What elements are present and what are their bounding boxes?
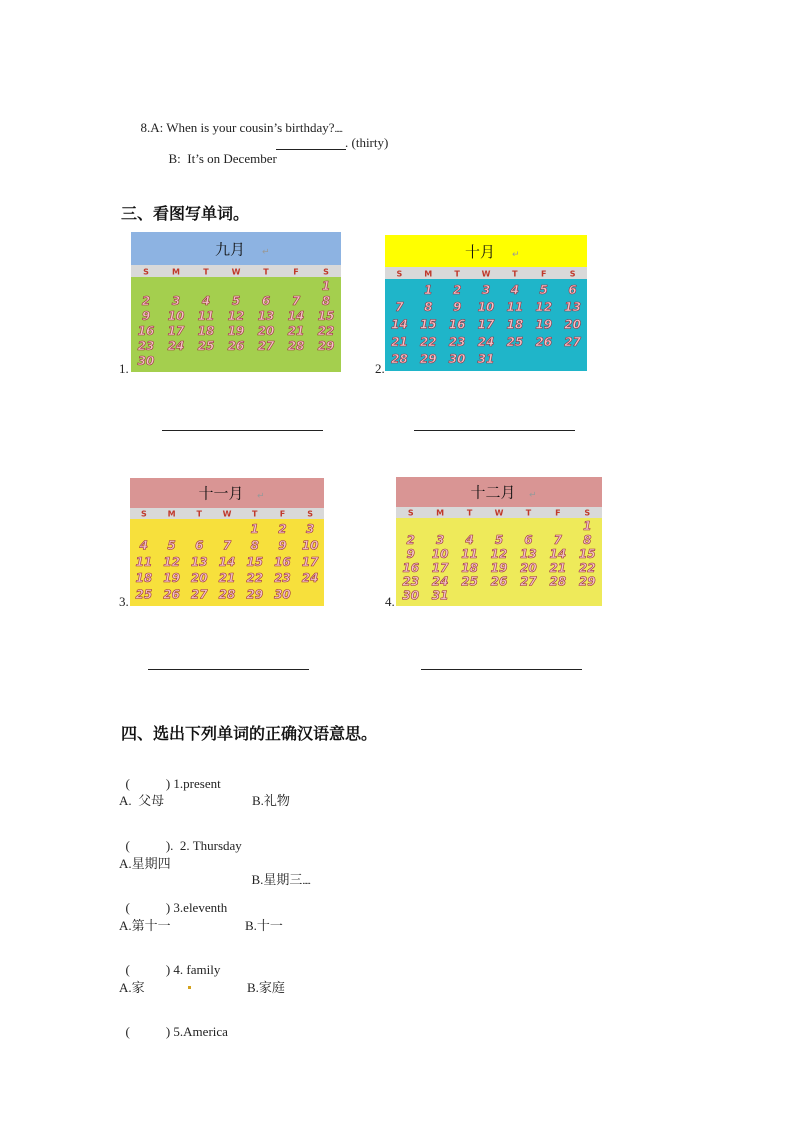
calendar-weekday-label: T bbox=[251, 509, 258, 519]
calendar-day-number: 30 bbox=[137, 354, 155, 369]
answer-paren: ( bbox=[125, 900, 130, 915]
calendar-weekday-label: T bbox=[196, 509, 203, 519]
calendar-day-number: 9 bbox=[452, 300, 462, 315]
question-2-option-b-line bbox=[245, 853, 310, 888]
calendar-day-number: 12 bbox=[227, 308, 245, 323]
question-4-stem: ) 4. family bbox=[165, 962, 221, 977]
calendar-day-number: 24 bbox=[477, 334, 495, 349]
calendar-day-number: 5 bbox=[231, 293, 241, 308]
calendar-weekday-label: W bbox=[231, 267, 241, 277]
calendar-day-number: 19 bbox=[163, 571, 180, 586]
calendar-day-number: 19 bbox=[227, 324, 245, 339]
calendar-day-number: 29 bbox=[246, 587, 264, 602]
calendar-day-number: 1 bbox=[424, 282, 433, 297]
calendar-2-number: 2. bbox=[375, 361, 385, 376]
calendar-day-number: 17 bbox=[167, 324, 185, 339]
section-4-title: 四、选出下列单词的正确汉语意思。 bbox=[121, 724, 378, 743]
calendar-day-number: 30 bbox=[448, 352, 466, 367]
calendar-day-number: 27 bbox=[564, 334, 581, 349]
calendar-day-number: 16 bbox=[137, 324, 155, 339]
paragraph-mark: ↵ bbox=[257, 491, 265, 502]
calendar-day-number: 25 bbox=[506, 334, 524, 349]
calendar-day-number: 6 bbox=[261, 293, 271, 308]
calendar-weekday-label: T bbox=[454, 269, 460, 279]
calendar-day-number: 23 bbox=[402, 574, 420, 589]
calendar-day-number: 9 bbox=[278, 538, 287, 553]
calendar-weekday-label: S bbox=[584, 508, 591, 518]
calendar-day-number: 21 bbox=[391, 334, 408, 349]
calendar-day-number: 18 bbox=[461, 560, 478, 575]
calendar-day-number: 25 bbox=[197, 339, 215, 354]
calendar-day-number: 27 bbox=[190, 587, 208, 602]
calendar-day-number: 18 bbox=[506, 317, 524, 332]
q8-answer-blank[interactable] bbox=[276, 149, 346, 150]
calendar-day-number: 9 bbox=[141, 308, 151, 323]
calendar-day-number: 14 bbox=[549, 546, 567, 561]
q8-question-line bbox=[134, 104, 342, 136]
calendar-weekday-label: T bbox=[512, 269, 518, 279]
calendar-weekday-label: F bbox=[279, 509, 286, 519]
question-2-option-b: B.星期三 bbox=[251, 872, 303, 887]
question-3-option-b: B.十一 bbox=[245, 918, 283, 933]
question-3-option-a: A.第十一 bbox=[119, 918, 171, 933]
calendar-october bbox=[385, 235, 587, 371]
calendar-weekday-label: F bbox=[540, 269, 547, 279]
calendar-month-label: 十一月 bbox=[198, 484, 244, 503]
question-4-line bbox=[119, 946, 220, 978]
calendar-day-number: 13 bbox=[257, 308, 275, 323]
calendar-day-number: 5 bbox=[539, 282, 548, 297]
calendar-september bbox=[131, 232, 341, 372]
calendar-day-number: 30 bbox=[274, 587, 291, 602]
calendar-day-number: 19 bbox=[490, 560, 508, 575]
calendar-weekday-label: S bbox=[140, 509, 147, 519]
calendar-day-number: 8 bbox=[424, 300, 433, 315]
calendar-day-number: 20 bbox=[520, 560, 537, 575]
calendar-day-number: 11 bbox=[197, 308, 215, 323]
calendar-weekday-label: S bbox=[143, 267, 149, 277]
calendar-day-number: 29 bbox=[578, 574, 596, 589]
calendar-day-number: 29 bbox=[317, 339, 335, 354]
calendar-day-number: 30 bbox=[402, 588, 420, 603]
calendar-day-number: 14 bbox=[391, 317, 408, 332]
calendar-day-number: 24 bbox=[301, 571, 319, 586]
calendar-weekday-label: S bbox=[323, 267, 329, 277]
dotted-mark: ..... bbox=[302, 876, 310, 887]
calendar-day-number: 14 bbox=[218, 554, 236, 569]
calendar-weekday-label: W bbox=[494, 508, 504, 518]
calendar-day-number: 22 bbox=[419, 334, 437, 349]
question-1-option-b: B.礼物 bbox=[252, 793, 290, 808]
calendar-day-number: 26 bbox=[227, 339, 245, 354]
calendar-day-number: 17 bbox=[431, 560, 449, 575]
answer-blank-2[interactable] bbox=[414, 430, 575, 431]
calendar-day-number: 13 bbox=[190, 554, 208, 569]
calendar-day-number: 2 bbox=[141, 293, 151, 308]
calendar-day-number: 25 bbox=[135, 587, 153, 602]
question-4-option-a: A.家 bbox=[119, 980, 145, 995]
section-3-title: 三、看图写单词。 bbox=[121, 204, 250, 223]
calendar-month-label: 九月 bbox=[214, 240, 246, 259]
calendar-day-number: 3 bbox=[435, 532, 445, 547]
calendar-day-number: 28 bbox=[391, 352, 408, 367]
calendar-day-number: 7 bbox=[291, 293, 301, 308]
calendar-weekday-label: W bbox=[481, 269, 491, 279]
calendar-weekday-label: M bbox=[436, 508, 445, 518]
calendar-day-number: 17 bbox=[477, 317, 495, 332]
calendar-day-number: 6 bbox=[524, 532, 533, 547]
calendar-day-number: 15 bbox=[246, 554, 264, 569]
calendar-weekday-label: M bbox=[424, 269, 433, 279]
calendar-3-number: 3. bbox=[119, 594, 129, 609]
calendar-day-number: 23 bbox=[274, 571, 291, 586]
calendar-day-number: 4 bbox=[510, 282, 520, 297]
calendar-day-number: 8 bbox=[321, 293, 331, 308]
calendar-weekday-label: T bbox=[203, 267, 209, 277]
calendar-day-number: 4 bbox=[465, 532, 474, 547]
calendar-day-number: 10 bbox=[431, 546, 449, 561]
calendar-day-number: 13 bbox=[564, 300, 581, 315]
calendar-day-number: 16 bbox=[274, 554, 291, 569]
question-2-line bbox=[119, 822, 242, 854]
calendar-weekday-label: T bbox=[263, 267, 269, 277]
calendar-day-number: 22 bbox=[317, 324, 335, 339]
calendar-day-number: 25 bbox=[461, 574, 478, 589]
answer-blank-4[interactable] bbox=[421, 669, 582, 670]
calendar-weekday-label: S bbox=[407, 508, 414, 518]
answer-blank-1[interactable] bbox=[162, 430, 323, 431]
calendar-day-number: 5 bbox=[167, 538, 176, 553]
calendar-day-number: 15 bbox=[419, 317, 437, 332]
calendar-day-number: 20 bbox=[257, 324, 275, 339]
calendar-weekday-label: F bbox=[555, 508, 561, 518]
calendar-day-number: 2 bbox=[278, 521, 287, 536]
paragraph-mark: ↵ bbox=[262, 247, 270, 258]
calendar-day-number: 21 bbox=[218, 571, 236, 586]
paragraph-mark: ↵ bbox=[529, 490, 537, 501]
calendar-weekday-label: T bbox=[466, 508, 473, 518]
question-2-stem: ). 2. Thursday bbox=[165, 838, 242, 853]
question-4-option-b: B.家庭 bbox=[247, 980, 285, 995]
answer-paren: ( bbox=[125, 776, 130, 791]
calendar-day-number: 26 bbox=[535, 334, 553, 349]
calendar-day-number: 11 bbox=[506, 300, 524, 315]
question-3-stem: ) 3.eleventh bbox=[165, 900, 228, 915]
question-2-option-a: A.星期四 bbox=[119, 856, 171, 871]
answer-paren: ( bbox=[125, 962, 130, 977]
calendar-day-number: 2 bbox=[452, 282, 462, 297]
calendar-day-number: 28 bbox=[287, 339, 305, 354]
dotted-mark: ..... bbox=[334, 124, 343, 135]
calendar-day-number: 27 bbox=[257, 339, 275, 354]
calendar-day-number: 8 bbox=[250, 538, 259, 553]
q8-answer-line bbox=[162, 135, 277, 167]
calendar-day-number: 28 bbox=[218, 587, 236, 602]
answer-blank-3[interactable] bbox=[148, 669, 309, 670]
calendar-day-number: 19 bbox=[535, 317, 553, 332]
calendar-weekday-label: S bbox=[396, 269, 403, 279]
calendar-day-number: 17 bbox=[301, 554, 319, 569]
calendar-weekday-label: M bbox=[167, 509, 176, 519]
calendar-day-number: 4 bbox=[139, 538, 149, 553]
calendar-weekday-label: S bbox=[307, 509, 314, 519]
calendar-day-number: 22 bbox=[246, 571, 264, 586]
calendar-day-number: 21 bbox=[287, 324, 305, 339]
question-5-stem: ) 5.America bbox=[165, 1024, 228, 1039]
calendar-day-number: 6 bbox=[568, 282, 577, 297]
calendar-day-number: 14 bbox=[287, 308, 305, 323]
calendar-day-number: 6 bbox=[195, 538, 204, 553]
calendar-month-label: 十月 bbox=[464, 242, 496, 261]
calendar-day-number: 11 bbox=[135, 554, 153, 569]
calendar-day-number: 21 bbox=[549, 560, 567, 575]
calendar-weekday-label: M bbox=[172, 267, 180, 277]
calendar-day-number: 15 bbox=[578, 546, 596, 561]
q8-answer-suffix: . (thirty) bbox=[345, 135, 389, 150]
calendar-day-number: 3 bbox=[305, 521, 315, 536]
calendar-day-number: 18 bbox=[135, 571, 153, 586]
calendar-day-number: 5 bbox=[494, 532, 504, 547]
calendar-day-number: 15 bbox=[317, 308, 335, 323]
calendar-day-number: 31 bbox=[431, 588, 449, 603]
calendar-day-number: 23 bbox=[137, 339, 155, 354]
calendar-day-number: 1 bbox=[250, 521, 259, 536]
calendar-day-number: 27 bbox=[520, 574, 537, 589]
calendar-day-number: 23 bbox=[448, 334, 466, 349]
calendar-day-number: 10 bbox=[301, 538, 319, 553]
calendar-day-number: 2 bbox=[406, 532, 415, 547]
calendar-weekday-label: S bbox=[569, 269, 576, 279]
calendar-day-number: 29 bbox=[419, 352, 437, 367]
calendar-day-number: 7 bbox=[222, 538, 232, 553]
calendar-4-number: 4. bbox=[385, 594, 395, 609]
question-1-stem: ) 1.present bbox=[165, 776, 221, 791]
calendar-day-number: 4 bbox=[201, 293, 211, 308]
calendar-weekday-label: F bbox=[293, 267, 299, 277]
calendar-month-label: 十二月 bbox=[470, 483, 516, 502]
calendar-day-number: 22 bbox=[578, 560, 596, 575]
paragraph-mark: ↵ bbox=[512, 249, 520, 260]
calendar-day-number: 24 bbox=[167, 339, 185, 354]
answer-paren: ( bbox=[125, 1024, 130, 1039]
question-1-option-a: A. 父母 bbox=[119, 793, 165, 808]
calendar-day-number: 1 bbox=[583, 518, 592, 533]
calendar-day-number: 9 bbox=[406, 546, 415, 561]
calendar-day-number: 12 bbox=[490, 546, 508, 561]
calendar-day-number: 12 bbox=[163, 554, 180, 569]
calendar-day-number: 28 bbox=[549, 574, 567, 589]
q8-question-text: 8.A: When is your cousin’s birthday? bbox=[140, 120, 335, 135]
calendar-december bbox=[396, 477, 602, 606]
question-5-line bbox=[119, 1008, 228, 1040]
calendar-day-number: 20 bbox=[190, 571, 208, 586]
calendar-day-number: 10 bbox=[167, 308, 185, 323]
calendar-day-number: 16 bbox=[402, 560, 420, 575]
calendar-day-number: 13 bbox=[520, 546, 537, 561]
calendar-weekday-label: W bbox=[222, 509, 232, 519]
calendar-day-number: 1 bbox=[321, 278, 331, 293]
calendar-day-number: 26 bbox=[490, 574, 508, 589]
calendar-day-number: 26 bbox=[163, 587, 180, 602]
calendar-day-number: 18 bbox=[197, 324, 215, 339]
calendar-november bbox=[130, 478, 324, 606]
calendar-weekday-label: T bbox=[525, 508, 532, 518]
calendar-day-number: 7 bbox=[553, 532, 563, 547]
answer-paren: ( bbox=[125, 838, 130, 853]
calendar-day-number: 12 bbox=[535, 300, 553, 315]
question-3-line bbox=[119, 884, 227, 916]
calendar-day-number: 31 bbox=[477, 352, 495, 367]
stray-dot bbox=[188, 986, 191, 989]
calendar-day-number: 8 bbox=[583, 532, 592, 547]
calendar-day-number: 3 bbox=[171, 293, 181, 308]
calendar-day-number: 7 bbox=[395, 300, 404, 315]
calendar-day-number: 16 bbox=[448, 317, 466, 332]
calendar-day-number: 20 bbox=[564, 317, 581, 332]
calendar-day-number: 24 bbox=[431, 574, 449, 589]
calendar-day-number: 11 bbox=[461, 546, 478, 561]
calendar-day-number: 3 bbox=[481, 282, 491, 297]
q8-answer-prefix: B: It’s on December bbox=[168, 151, 277, 166]
question-1-line bbox=[119, 760, 221, 792]
calendar-1-number: 1. bbox=[119, 361, 129, 376]
calendar-day-number: 10 bbox=[477, 300, 495, 315]
